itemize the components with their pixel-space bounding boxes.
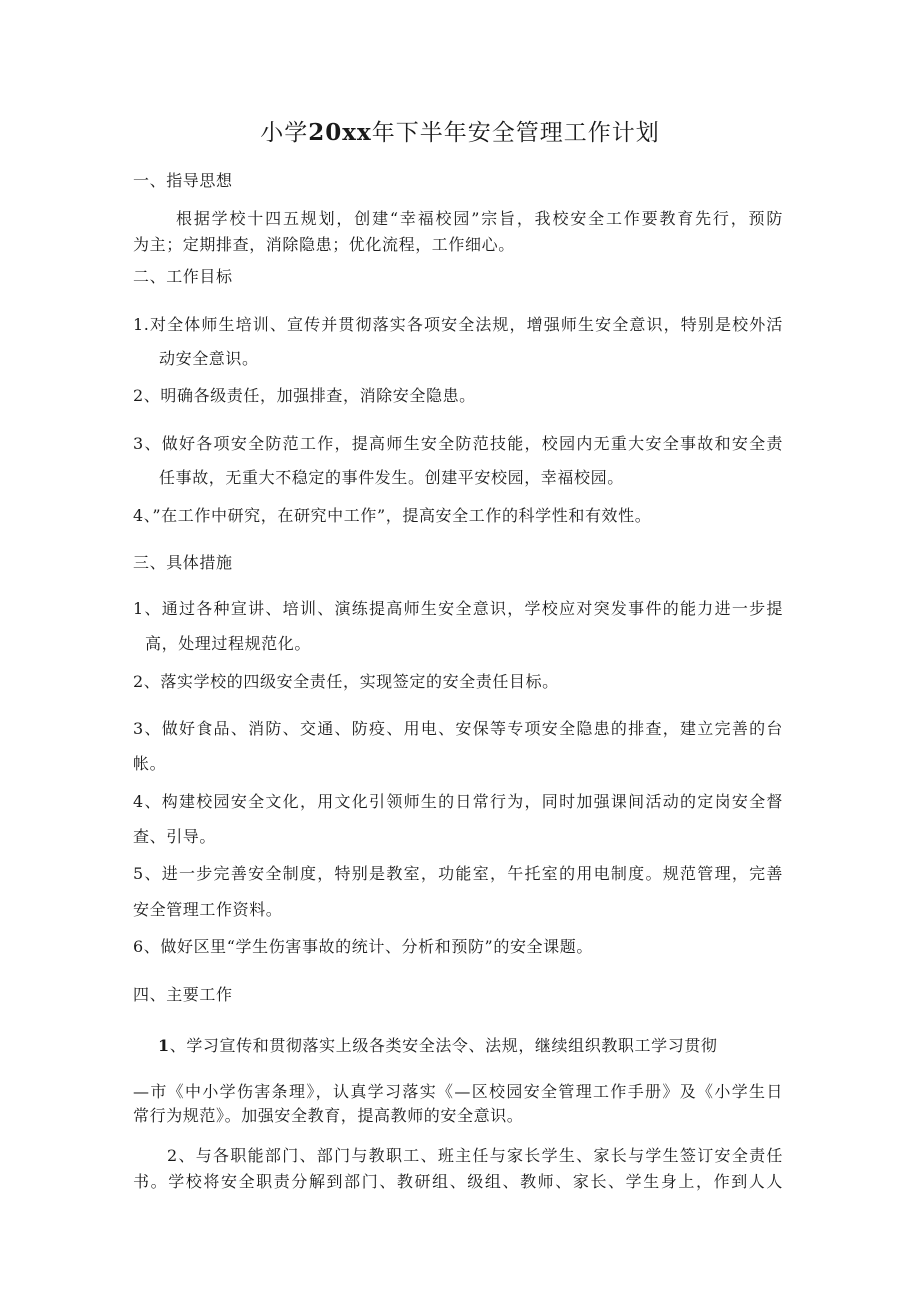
section4-heading: 四、主要工作 [133, 985, 233, 1004]
section1-heading: 一、指导思想 [133, 171, 233, 190]
section4-item1-number: 1 [158, 1036, 170, 1055]
section4-item1-line1 [158, 1034, 783, 1058]
section2-item1-line2: 动安全意识。 [159, 349, 259, 368]
section3-item5-line2: 安全管理工作资料。 [133, 900, 283, 919]
section2-item1-line1: 1.对全体师生培训、宣传并贯彻落实各项安全法规，增强师生安全意识，特别是校外活 [133, 315, 783, 334]
title-part1: 小学 [260, 120, 309, 146]
section3-item1-line2: 高，处理过程规范化。 [145, 634, 312, 653]
section3-item3-line1: 3、做好食品、消防、交通、防疫、用电、安保等专项安全隐患的排查，建立完善的台 [133, 719, 783, 738]
section1-para-line1: 根据学校十四五规划，创建“幸福校园”宗旨，我校安全工作要教育先行，预防 [176, 209, 783, 228]
section1-para-line2: 为主；定期排查，消除隐患；优化流程，工作细心。 [133, 235, 515, 254]
title-part2: 年下半年安全管理工作计划 [371, 120, 660, 146]
section2-item2: 2、明确各级责任，加强排查，消除安全隐患。 [133, 386, 476, 405]
section3-item4-line1: 4、构建校园安全文化，用文化引领师生的日常行为，同时加强课间活动的定岗安全督 [133, 792, 783, 811]
section2-heading: 二、工作目标 [133, 267, 233, 286]
section2-item4: 4、”在工作中研究，在研究中工作”，提高安全工作的科学性和有效性。 [133, 506, 652, 525]
page-title [0, 117, 920, 149]
title-year: 20xx [308, 119, 372, 146]
section4-item1-text: 、学习宣传和贯彻落实上级各类安全法令、法规，继续组织教职工学习贯彻 [169, 1036, 718, 1055]
section3-item4-line2: 查、引导。 [133, 827, 217, 846]
section3-heading: 三、具体措施 [133, 553, 233, 572]
section3-item2: 2、落实学校的四级安全责任，实现签定的安全责任目标。 [133, 672, 559, 691]
section3-item5-line1: 5、进一步完善安全制度，特别是教室，功能室，午托室的用电制度。规范管理，完善 [133, 864, 783, 883]
section3-item6: 6、做好区里“学生伤害事故的统计、分析和预防”的安全课题。 [133, 937, 593, 956]
section3-item3-line2: 帐。 [133, 754, 167, 773]
section3-item1-line1: 1、通过各种宣讲、培训、演练提高师生安全意识，学校应对突发事件的能力进一步提 [133, 599, 783, 618]
section4-item1-line2: —市《中小学伤害条理》，认真学习落实《—区校园安全管理工作手册》及《小学生日 [133, 1082, 783, 1101]
section4-item2-line1: 2、与各职能部门、部门与教职工、班主任与家长学生、家长与学生签订安全责任 [167, 1146, 783, 1165]
section4-item1-line3: 常行为规范》。加强安全教育，提高教师的安全意识。 [133, 1106, 524, 1125]
section4-item2-line2: 书。学校将安全职责分解到部门、教研组、级组、教师、家长、学生身上，作到人人 [133, 1172, 783, 1191]
section2-item3-line2: 任事故，无重大不稳定的事件发生。创建平安校园，幸福校园。 [159, 468, 624, 487]
section2-item3-line1: 3、做好各项安全防范工作，提高师生安全防范技能，校园内无重大安全事故和安全责 [133, 434, 783, 453]
